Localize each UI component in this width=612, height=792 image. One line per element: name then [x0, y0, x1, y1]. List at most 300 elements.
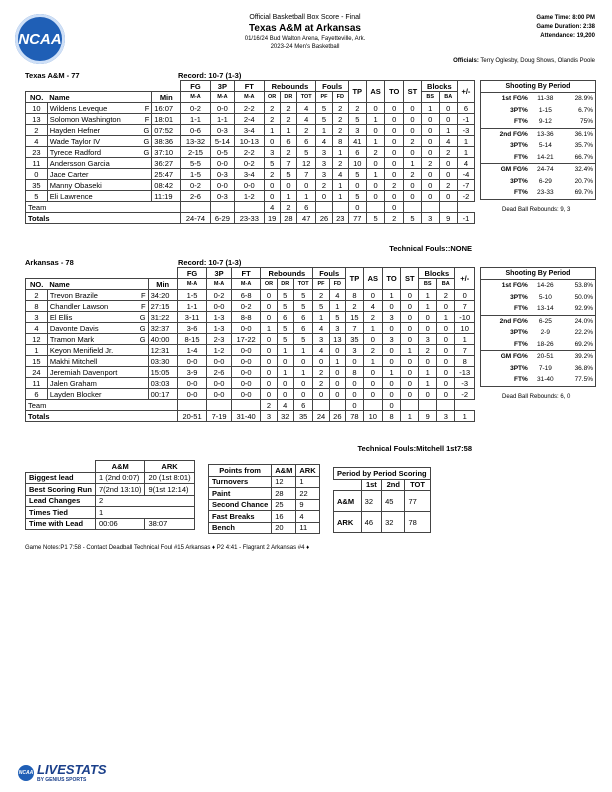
stat-cell: 0 [404, 125, 422, 136]
shooting-made-attempted: 14-21 [537, 153, 554, 161]
stat-cell: 2-15 [181, 147, 210, 158]
stat-cell: 0-0 [207, 378, 231, 389]
stat-cell: 0 [437, 378, 455, 389]
shooting-made-attempted: 23-33 [537, 189, 554, 197]
shooting-label: FT% [514, 153, 528, 161]
stat-cell: 0 [437, 356, 455, 367]
col-subheader: OR [264, 92, 280, 103]
col-header: 3P [207, 268, 231, 279]
stat-cell: 10 [455, 323, 475, 334]
shooting-label: 3PT% [510, 177, 528, 185]
stat-cell: 0 [385, 191, 404, 202]
stat-cell: 0 [329, 345, 345, 356]
team-row-cell: 2 [261, 400, 277, 411]
stat-cell: 2 [332, 103, 348, 114]
stat-cell: 0 [401, 367, 419, 378]
stat-cell: 0 [261, 334, 277, 345]
stat-cell: 0 [261, 345, 277, 356]
stat-cell: 36:27 [152, 158, 181, 169]
stat-cell: 0 [277, 389, 293, 400]
stat-cell: -13 [455, 367, 475, 378]
team-row-cell [235, 202, 264, 213]
totals-cell: 3 [421, 213, 439, 224]
stat-cell: 03:03 [148, 378, 177, 389]
stat-cell: 0 [261, 389, 277, 400]
table-row [26, 518, 195, 530]
stat-cell: 0 [382, 378, 401, 389]
row-value: 28 [272, 488, 296, 500]
row-label: Turnovers [209, 476, 272, 488]
stat-cell: 1 [366, 136, 385, 147]
stat-cell: 2-6 [207, 367, 231, 378]
stat-cell: 5 [280, 169, 296, 180]
team-row-cell [439, 202, 457, 213]
player-position: F [135, 301, 148, 312]
home-technical-fouls: Technical Fouls:Mitchell 1st7:58 [357, 444, 472, 453]
stat-cell: 0 [261, 378, 277, 389]
col-header: FG [177, 268, 207, 279]
shooting-row [481, 140, 596, 152]
table-header: 2nd [382, 479, 405, 491]
stat-cell: 03:30 [148, 356, 177, 367]
col-subheader: BA [437, 279, 455, 290]
row-value: 7(2nd 13:10) [95, 484, 145, 496]
col-header: ST [404, 81, 422, 103]
stat-cell: 2-6 [181, 191, 210, 202]
player-number: 4 [26, 136, 48, 147]
col-subheader: TOT [293, 279, 312, 290]
table-row [209, 499, 320, 511]
stat-cell: 10 [348, 158, 366, 169]
shooting-label: 3PT% [510, 142, 528, 150]
shooting-label: GM FG% [481, 164, 530, 176]
stat-cell: 1-3 [207, 323, 231, 334]
table-row [209, 476, 320, 488]
stat-cell: 7 [297, 169, 316, 180]
player-row [26, 191, 475, 202]
stat-cell: 6 [297, 136, 316, 147]
stat-cell: 3-9 [177, 367, 207, 378]
player-position [135, 345, 148, 356]
stat-cell: 2 [421, 158, 439, 169]
shooting-pct: 35.7% [574, 142, 593, 150]
stat-cell: 00:17 [148, 389, 177, 400]
officials-line [453, 58, 595, 64]
row-value: 32 [382, 512, 405, 533]
player-row [26, 323, 475, 334]
col-header-plusminus: +/- [455, 268, 475, 290]
shooting-made-attempted: 13-14 [537, 305, 554, 313]
table-row [334, 491, 431, 512]
shooting-made-attempted: 5-10 [538, 293, 552, 301]
col-subheader: BA [439, 92, 457, 103]
row-value: 9 [296, 499, 319, 511]
home-shooting-container [480, 267, 596, 387]
stat-cell: 0 [421, 114, 439, 125]
stat-cell: 7 [455, 345, 475, 356]
shooting-label: FT% [514, 305, 528, 313]
stat-cell: 0-0 [231, 323, 261, 334]
team-row-cell [363, 400, 382, 411]
stat-cell: 0 [401, 334, 419, 345]
totals-cell: 26 [329, 411, 345, 422]
stat-cell: 1 [363, 323, 382, 334]
shooting-label: 2nd FG% [481, 315, 530, 327]
stat-cell: 0 [421, 147, 439, 158]
stat-cell: 37:10 [152, 147, 181, 158]
totals-cell: 2 [385, 213, 404, 224]
stat-cell: 3 [329, 323, 345, 334]
totals-cell: -1 [457, 213, 474, 224]
player-position [139, 169, 152, 180]
shooting-made-attempted: 9-12 [538, 118, 552, 126]
player-number: 15 [26, 356, 48, 367]
shooting-made-attempted: 11-38 [537, 95, 554, 103]
shooting-row [481, 105, 596, 117]
totals-cell: 23-33 [235, 213, 264, 224]
stat-cell: 3 [316, 169, 332, 180]
stat-cell: 0 [363, 378, 382, 389]
stat-cell: 0 [293, 389, 312, 400]
team-row-cell [231, 400, 261, 411]
player-position [139, 180, 152, 191]
team-row-cell [421, 202, 439, 213]
stat-cell: 0 [421, 180, 439, 191]
player-name: Tramon Mark [47, 334, 135, 345]
row-value: 20 [272, 522, 296, 534]
table-header: A&M [95, 461, 145, 473]
team-row-cell [313, 400, 329, 411]
table-row [26, 472, 195, 484]
stat-cell: 5 [348, 114, 366, 125]
stat-cell: 17-22 [231, 334, 261, 345]
stat-cell: 16:07 [152, 103, 181, 114]
stat-cell: 5 [277, 301, 293, 312]
shooting-made-attempted: 1-15 [538, 106, 552, 114]
shooting-pct: 92.9% [574, 305, 593, 313]
stat-cell: 0 [404, 191, 422, 202]
game-summary-container [25, 460, 195, 530]
team-row-cell [419, 400, 437, 411]
shooting-pct: 20.7% [574, 177, 593, 185]
row-value: 2 [95, 495, 194, 507]
player-name: Manny Obaseki [47, 180, 139, 191]
player-number: 6 [26, 389, 48, 400]
stat-cell: 1 [332, 191, 348, 202]
home-team-label: Arkansas - 78 [25, 258, 74, 267]
row-label: Fast Breaks [209, 511, 272, 523]
stat-cell: 2 [366, 147, 385, 158]
row-value: 38:07 [145, 518, 194, 530]
player-number: 13 [26, 114, 48, 125]
stat-cell: 0 [401, 378, 419, 389]
stat-cell: 1 [366, 169, 385, 180]
stat-cell: 1 [363, 356, 382, 367]
stat-cell: 2 [280, 147, 296, 158]
stat-cell: 5 [293, 301, 312, 312]
table-row [334, 512, 431, 533]
stat-cell: 2 [280, 103, 296, 114]
stat-cell: 0 [313, 389, 329, 400]
stat-cell: 1 [293, 367, 312, 378]
stat-cell: 1 [264, 125, 280, 136]
stat-cell: 0-0 [177, 356, 207, 367]
player-name: Wade Taylor IV [47, 136, 139, 147]
stat-cell: 0 [277, 378, 293, 389]
shooting-row [481, 280, 596, 292]
player-name: Solomon Washington [47, 114, 139, 125]
player-position [135, 367, 148, 378]
col-header: TP [346, 268, 364, 290]
shooting-label: 3PT% [510, 329, 528, 337]
stat-cell: 0 [419, 312, 437, 323]
stat-cell: 0-0 [231, 345, 261, 356]
row-label: Second Chance [209, 499, 272, 511]
away-technical-fouls: Technical Fouls::NONE [389, 244, 472, 253]
table-header: ARK [145, 461, 194, 473]
table-row [26, 507, 195, 519]
team-row-cell [404, 202, 422, 213]
stat-cell: 5 [348, 191, 366, 202]
team-row-label: Team [26, 202, 181, 213]
away-box-score-table [25, 80, 475, 224]
shooting-made-attempted: 6-29 [538, 177, 552, 185]
stat-cell: 0 [421, 125, 439, 136]
stat-cell: 31:22 [148, 312, 177, 323]
player-name: Jace Carter [47, 169, 139, 180]
stat-cell: 0 [382, 356, 401, 367]
stat-cell: 13 [329, 334, 345, 345]
stat-cell: 1 [277, 367, 293, 378]
stat-cell: 2 [316, 180, 332, 191]
totals-cell: 3 [261, 411, 277, 422]
row-value: 22 [296, 488, 319, 500]
stat-cell: 5-14 [210, 136, 234, 147]
row-value: 25 [272, 499, 296, 511]
row-label: Bench [209, 522, 272, 534]
shooting-row [481, 374, 596, 386]
stat-cell: 3 [382, 312, 401, 323]
stat-cell: 4 [313, 323, 329, 334]
stat-cell: 0 [261, 312, 277, 323]
col-header: FT [231, 268, 261, 279]
stat-cell: 2 [439, 147, 457, 158]
hdr-blank [26, 81, 181, 92]
col-subheader: DR [277, 279, 293, 290]
stat-cell: 1 [332, 180, 348, 191]
team-row-cell: 6 [293, 400, 312, 411]
shooting-row [481, 339, 596, 351]
stat-cell: 0 [382, 301, 401, 312]
team-row-cell [401, 400, 419, 411]
stat-cell: 13-32 [181, 136, 210, 147]
stat-cell: 4 [297, 114, 316, 125]
stat-cell: 0 [366, 103, 385, 114]
stat-cell: 0 [437, 389, 455, 400]
stat-cell: 2 [437, 290, 455, 301]
player-position: F [139, 114, 152, 125]
stat-cell: 0-0 [177, 389, 207, 400]
totals-cell: 9 [419, 411, 437, 422]
col-header-fouls: Fouls [316, 81, 349, 92]
shooting-made-attempted: 6-25 [530, 315, 561, 327]
shooting-pct: 69.2% [574, 340, 593, 348]
stat-cell: 0 [455, 290, 475, 301]
stat-cell: 41 [348, 136, 366, 147]
shooting-row [481, 327, 596, 339]
col-subheader: BS [421, 92, 439, 103]
stat-cell: 0-0 [177, 378, 207, 389]
shooting-made-attempted: 14-26 [537, 282, 554, 290]
team-row-cell: 0 [385, 202, 404, 213]
report-title: Official Basketball Box Score - Final [249, 14, 361, 21]
stat-cell: 0 [363, 367, 382, 378]
team-row-cell: 0 [348, 202, 366, 213]
stat-cell: 2-2 [235, 147, 264, 158]
stat-cell: 1-1 [177, 301, 207, 312]
stat-cell: 5 [329, 312, 345, 323]
stat-cell: 1-2 [235, 191, 264, 202]
stat-cell: 0 [366, 158, 385, 169]
col-subheader: FD [329, 279, 345, 290]
totals-cell: 19 [264, 213, 280, 224]
stat-cell: 5 [297, 147, 316, 158]
stat-cell: 5 [316, 114, 332, 125]
stat-cell: 1 [332, 147, 348, 158]
ncaa-seal-icon: NCAA [18, 765, 34, 781]
totals-cell: 31-40 [231, 411, 261, 422]
stat-cell: 0 [437, 301, 455, 312]
col-header: 3P [210, 81, 234, 92]
player-name: Tyrece Radford [47, 147, 139, 158]
stat-cell: 1 [313, 312, 329, 323]
shooting-label: 1st FG% [501, 95, 528, 103]
table-title: Period by Period Scoring [334, 468, 431, 480]
stat-cell: 1-5 [177, 290, 207, 301]
shooting-made-attempted: 20-51 [530, 351, 561, 363]
shooting-title: Shooting By Period [481, 268, 596, 280]
row-value: 32 [361, 491, 381, 512]
player-row [26, 301, 475, 312]
col-subheader: PF [313, 279, 329, 290]
stat-cell: 0 [363, 389, 382, 400]
stat-cell: -7 [457, 180, 474, 191]
stat-cell: 2 [264, 114, 280, 125]
stat-cell: 0 [437, 334, 455, 345]
stat-cell: 0 [385, 136, 404, 147]
stat-cell: 2-3 [207, 334, 231, 345]
ncaa-logo: NCAA [15, 14, 65, 64]
stat-cell: 6 [277, 312, 293, 323]
stat-cell: 10-13 [235, 136, 264, 147]
stat-cell: 0 [277, 356, 293, 367]
shooting-pct: 77.5% [574, 376, 593, 384]
stat-cell: 27:15 [148, 301, 177, 312]
row-value: 1 [296, 476, 319, 488]
stat-cell: 38:36 [152, 136, 181, 147]
stat-cell: 0 [385, 158, 404, 169]
table-row [209, 488, 320, 500]
team-row-cell [332, 202, 348, 213]
team-row-label: Team [26, 400, 178, 411]
col-header-rebounds: Rebounds [264, 81, 316, 92]
table-row [209, 522, 320, 534]
shooting-row [481, 93, 596, 105]
player-number: 2 [26, 125, 48, 136]
stat-cell: 0-0 [210, 180, 234, 191]
col-header-blocks: Blocks [419, 268, 455, 279]
totals-cell: 23 [332, 213, 348, 224]
player-number: 0 [26, 169, 48, 180]
officials-label: Officials: [453, 58, 479, 64]
row-value: 1 [95, 507, 194, 519]
stat-cell: 15:05 [148, 367, 177, 378]
stat-cell: 1 [280, 191, 296, 202]
row-label: Best Scoring Run [26, 484, 96, 496]
totals-cell: 35 [293, 411, 312, 422]
stat-cell: 8-15 [177, 334, 207, 345]
col-header-no: NO. [26, 92, 48, 103]
stat-cell: 0 [437, 323, 455, 334]
stat-cell: 0 [401, 389, 419, 400]
stat-cell: 1-1 [210, 114, 234, 125]
player-position: G [135, 312, 148, 323]
stat-cell: 5 [264, 158, 280, 169]
home-deadball: Dead Ball Rebounds: 6, 0 [502, 394, 571, 400]
stat-cell: 2-4 [235, 114, 264, 125]
row-value: 45 [382, 491, 405, 512]
shooting-label: FT% [514, 376, 528, 384]
shooting-pct: 24.0% [561, 315, 596, 327]
stat-cell: 3-6 [177, 323, 207, 334]
stat-cell: 8 [332, 136, 348, 147]
row-label: Lead Changes [26, 495, 96, 507]
stat-cell: 0 [382, 323, 401, 334]
shooting-made-attempted: 24-74 [530, 164, 561, 176]
stat-cell: 6 [348, 147, 366, 158]
totals-cell: 78 [346, 411, 364, 422]
player-number: 2 [26, 290, 48, 301]
stat-cell: 6 [280, 136, 296, 147]
player-name: Andersson Garcia [47, 158, 139, 169]
stat-cell: 0-0 [231, 378, 261, 389]
stat-cell: 0-3 [210, 191, 234, 202]
shooting-label: FT% [514, 118, 528, 126]
table-header: 1st [361, 479, 381, 491]
totals-cell: 47 [297, 213, 316, 224]
stat-cell: 15 [346, 312, 364, 323]
stat-cell: 0 [401, 312, 419, 323]
stat-cell: 0-2 [181, 103, 210, 114]
shooting-pct: 28.9% [574, 95, 593, 103]
period-scoring-container [333, 467, 431, 533]
player-number: 8 [26, 301, 48, 312]
team-row-cell: 4 [264, 202, 280, 213]
stat-cell: 2 [363, 345, 382, 356]
stat-cell: 5-5 [181, 158, 210, 169]
stat-cell: 4 [332, 169, 348, 180]
stat-cell: 0 [348, 180, 366, 191]
stat-cell: 4 [313, 345, 329, 356]
player-position: F [139, 103, 152, 114]
shooting-made-attempted: 7-19 [538, 364, 552, 372]
stat-cell: 0 [366, 180, 385, 191]
row-value: 46 [361, 512, 381, 533]
shooting-made-attempted: 18-26 [537, 340, 554, 348]
stat-cell: 7 [346, 323, 364, 334]
shooting-pct: 6.7% [578, 106, 593, 114]
row-label: Biggest lead [26, 472, 96, 484]
